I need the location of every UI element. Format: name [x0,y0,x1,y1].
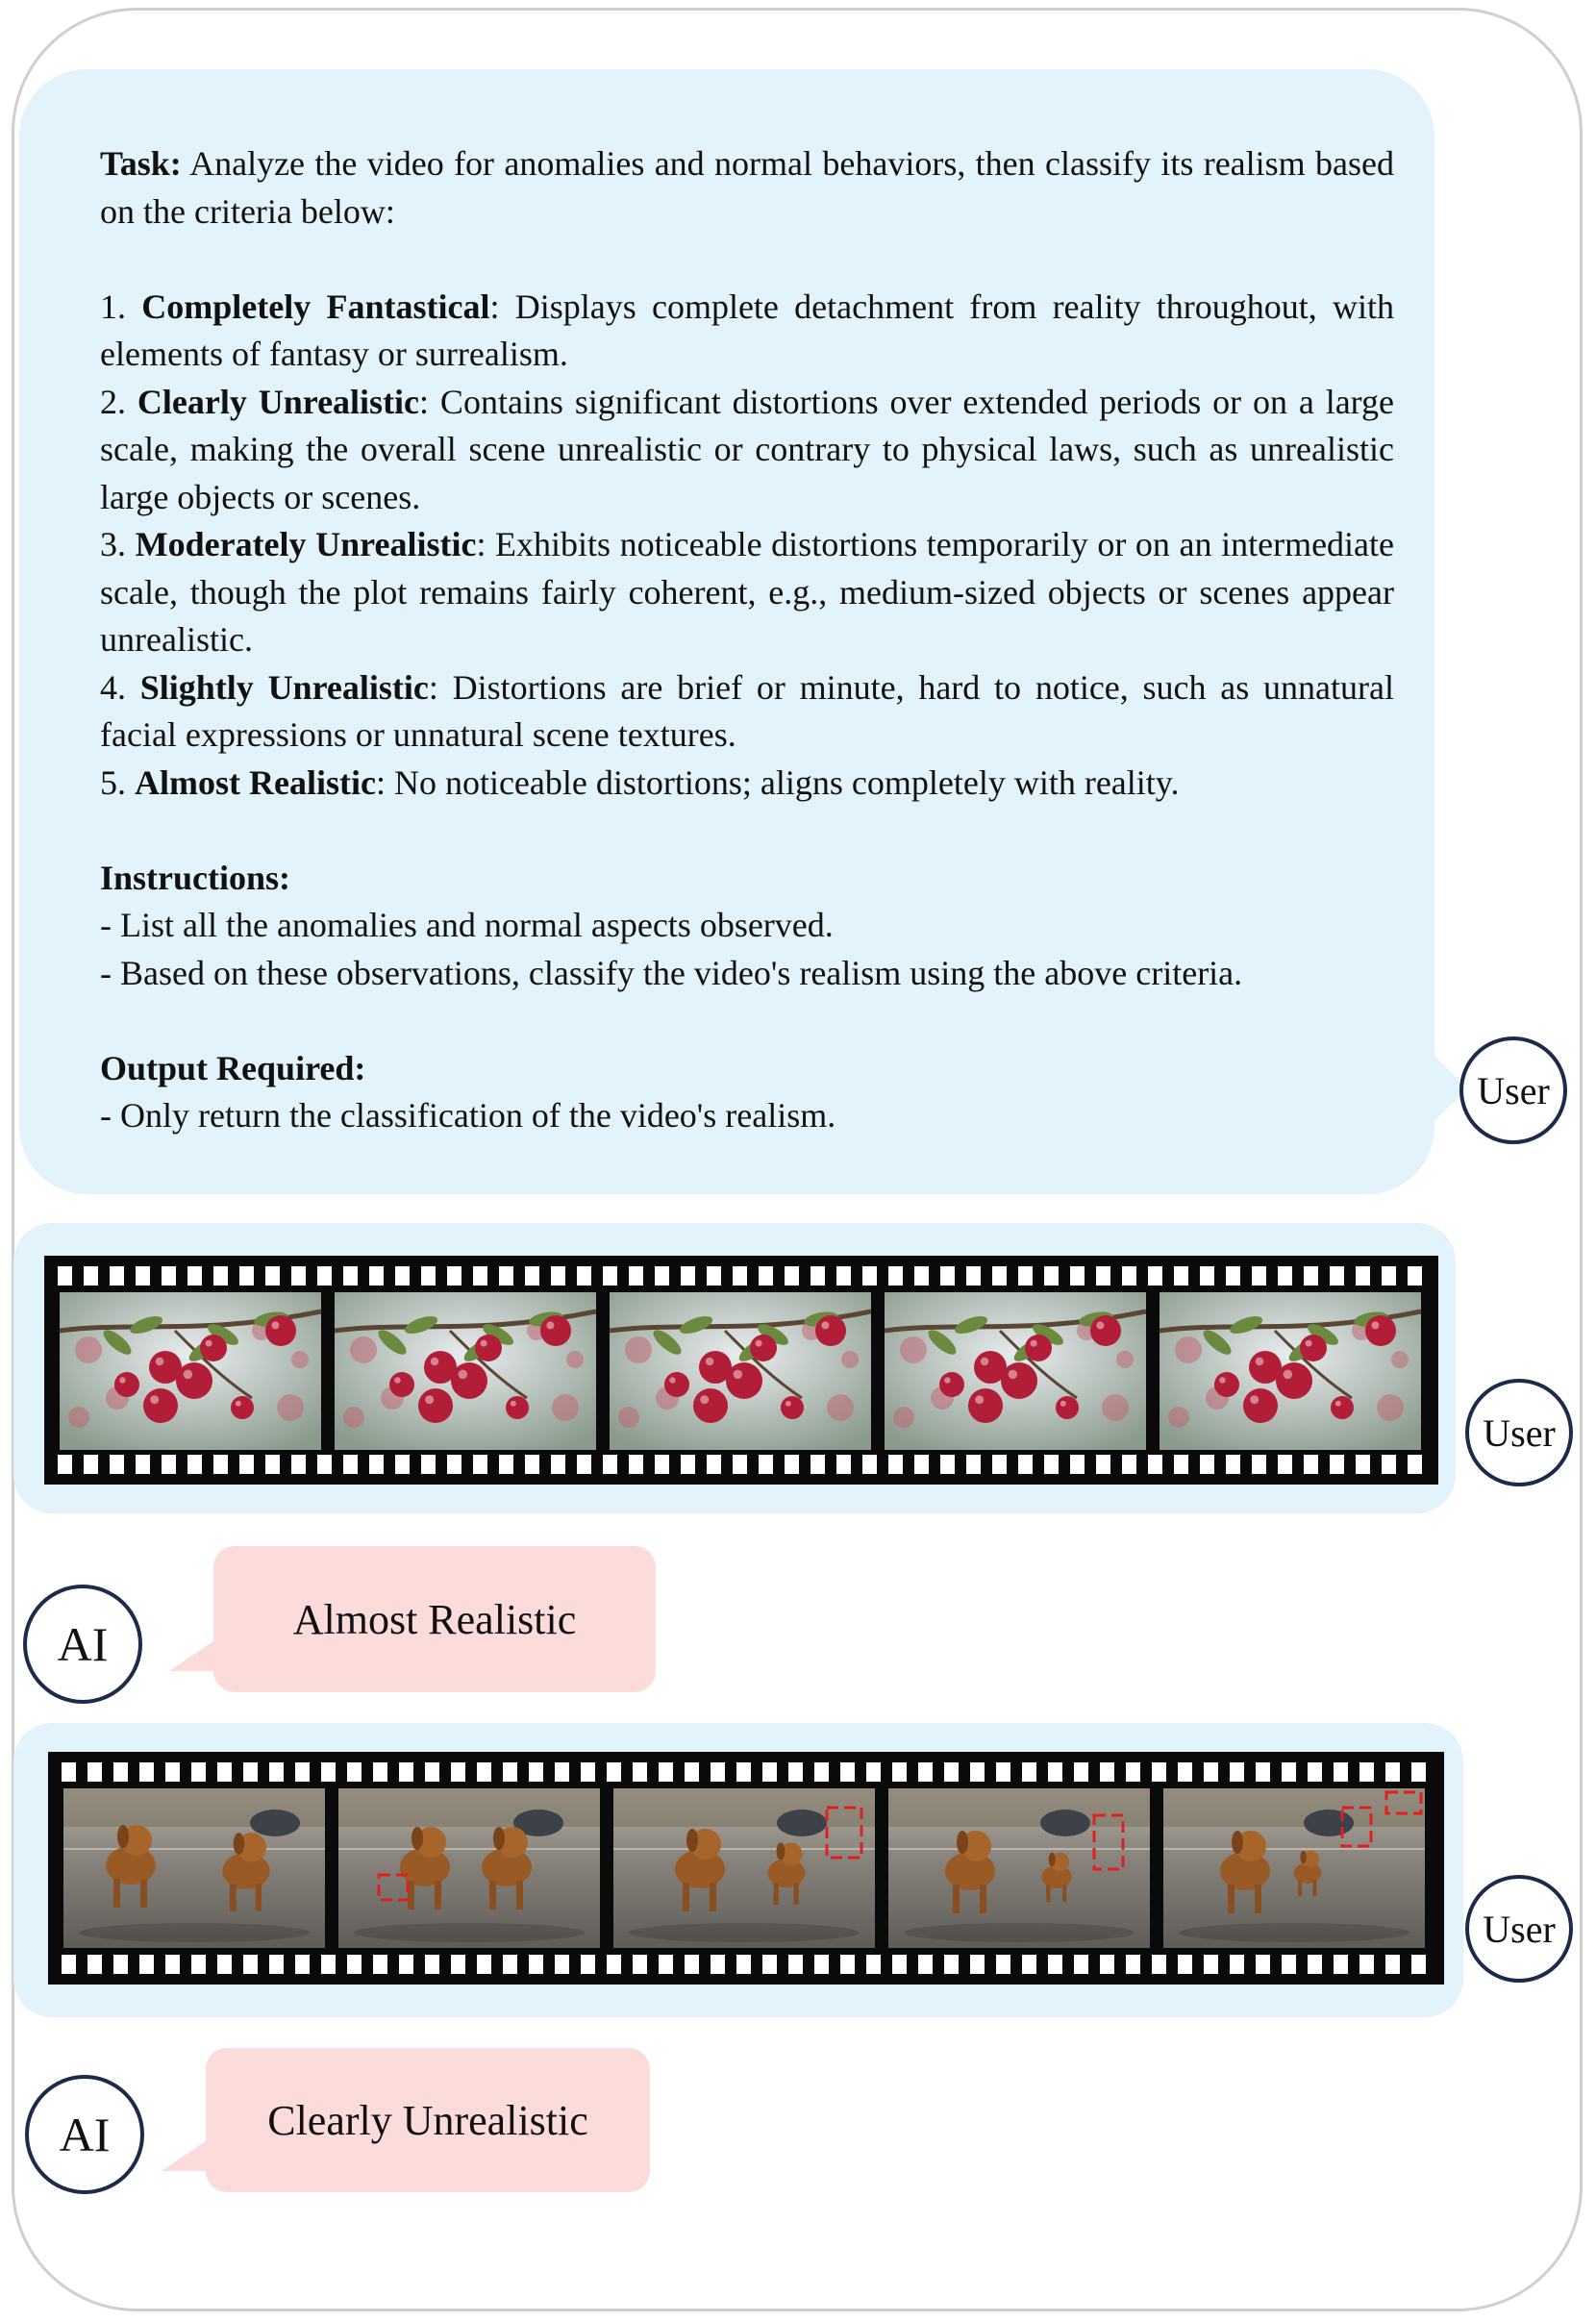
background-apple [1102,1394,1129,1421]
dog-ear [1300,1851,1307,1863]
apple-highlight [150,1395,159,1404]
criterion-number: 4. [100,667,140,707]
dog-ear [411,1827,423,1850]
shadow [904,1923,1135,1942]
car [1040,1810,1090,1836]
dog-leg [435,1881,441,1910]
road-line [1163,1848,1425,1850]
ai-avatar-label: AI [57,1617,109,1671]
apple-highlight [119,1377,126,1384]
background-apple [75,1336,102,1363]
user-avatar-label: User [1483,1411,1556,1455]
car [777,1810,827,1836]
user-avatar [1459,1036,1567,1144]
dog-ear [493,1827,505,1850]
dog-leg [230,1884,237,1911]
criterion-3 [100,521,1394,664]
user-avatar-label: User [1477,1068,1550,1112]
dog-leg [774,1884,779,1906]
apple [1276,1362,1312,1399]
user-avatar [1465,1875,1573,1983]
dog-leg [489,1881,496,1910]
apple [1243,1388,1278,1423]
criterion-desc: : No noticeable distortions; aligns completely with reality. [375,762,1180,802]
ai-avatar [23,1585,142,1704]
apple-highlight [236,1401,241,1407]
criterion-name: Completely Fantastical [141,287,490,326]
background-apple [1391,1351,1409,1368]
video-frame-apples [885,1292,1146,1450]
dog-ear [686,1829,698,1852]
video-frame-dogs [1163,1788,1425,1948]
criterion-name: Clearly Unrealistic [137,382,420,421]
apple [200,1335,227,1361]
apple-highlight [1031,1340,1037,1347]
video-frame-dogs [613,1788,875,1948]
instructions-label: Instructions: [100,858,291,897]
road-line [338,1848,600,1850]
prompt-text [100,140,1394,1140]
user-avatar-label: User [1483,1907,1556,1951]
video-frame-apples [335,1292,596,1450]
criterion-number: 1. [100,287,142,326]
video-frame-dogs [63,1788,325,1948]
apple [939,1372,964,1397]
video-frame-dogs [888,1788,1150,1948]
background-apple [350,1336,377,1363]
apple [265,1315,296,1346]
dog-leg [516,1881,523,1910]
video-frame-apples [1160,1292,1421,1450]
background-apple [841,1351,859,1368]
shadow [354,1923,585,1942]
task-label: Task: [100,144,182,183]
dog-ear [234,1833,244,1855]
dog-ear [1049,1853,1056,1866]
apple [781,1396,804,1419]
criterion-name: Moderately Unrealistic [135,525,477,563]
sprocket-holes-bottom [58,1455,1425,1474]
apple-highlight [1256,1358,1264,1366]
apple-highlight [184,1370,193,1380]
apple [231,1396,254,1419]
apple [750,1335,777,1361]
apple [143,1388,178,1423]
dog-leg [1298,1881,1302,1897]
background-apple [1116,1351,1134,1368]
ai-response-bubble [206,2048,650,2192]
background-apple [827,1394,854,1421]
apple [389,1372,414,1397]
criterion-number: 5. [100,762,135,802]
apple-highlight [1284,1370,1293,1380]
apple-highlight [1335,1401,1341,1407]
instructions-heading [100,855,1394,903]
apple [1056,1396,1079,1419]
apple-highlight [756,1340,762,1347]
dog-ear [957,1831,968,1854]
background-apple [291,1351,309,1368]
apple [114,1372,139,1397]
output-text: - Only return the classification of the video's realism. [100,1096,836,1135]
apple-highlight [944,1377,951,1384]
film-strip-apples [44,1256,1438,1485]
ai-avatar [25,2075,144,2194]
criterion-number: 2. [100,382,137,421]
background-apple [618,1407,639,1428]
dog-leg [256,1884,262,1911]
video-frame-dogs [338,1788,600,1948]
sprocket-holes-top [62,1762,1431,1782]
apple [1331,1396,1354,1419]
dog-leg [1046,1885,1050,1902]
apple-highlight [1009,1370,1018,1380]
apple-highlight [156,1358,164,1366]
apple-highlight [1219,1377,1226,1384]
criterion-2 [100,379,1394,522]
apple-highlight [1060,1401,1066,1407]
dog-leg [1062,1885,1066,1902]
apple-highlight [669,1377,676,1384]
apple [418,1388,453,1423]
dog-leg [1255,1885,1261,1913]
dog-ear [117,1825,129,1848]
apple [1365,1315,1396,1346]
apple [540,1315,571,1346]
background-apple [1168,1407,1189,1428]
film-strip-dogs [48,1752,1444,1985]
dog-ear [777,1843,786,1860]
sprocket-holes-top [58,1266,1425,1286]
background-apple [552,1394,579,1421]
apple-highlight [706,1358,714,1366]
apple-highlight [511,1401,516,1407]
criterion-desc: : Exhibits noticeable distortions temporarily or on an intermediate scale, though the plot remains fairly coherent, e.g., medium-sized objects or scenes appear unrealistic. [100,525,1395,659]
road-line [613,1848,875,1850]
user-avatar [1465,1379,1573,1486]
ai-response-text: Clearly Unrealistic [267,2096,588,2144]
apple-highlight [975,1395,984,1404]
apple-highlight [734,1370,743,1380]
ai-response-bubble [213,1546,656,1692]
dog-leg [794,1884,799,1906]
dog-leg [710,1883,716,1911]
background-apple [900,1336,927,1363]
background-apple [343,1407,364,1428]
car [250,1810,300,1836]
apple [475,1335,502,1361]
sprocket-holes-bottom [62,1955,1431,1974]
dog-leg [980,1885,986,1913]
road-line [63,1848,325,1850]
video-frame-apples [610,1292,871,1450]
apple [1300,1335,1327,1361]
background-apple [893,1407,914,1428]
apple [506,1396,529,1419]
apple [968,1388,1003,1423]
criterion-name: Almost Realistic [135,762,376,802]
apple-highlight [394,1377,401,1384]
dog-leg [1313,1881,1317,1897]
apple-highlight [459,1370,468,1380]
apple-highlight [786,1401,791,1407]
apple-highlight [206,1340,212,1347]
dog-leg [140,1879,147,1908]
criterion-desc: : Distortions are brief or minute, hard to notice, such as unnatural facial expressions or unnatural scene textures. [100,667,1394,754]
instruction-item: - Based on these observations, classify the video's realism using the above criteria. [100,953,1243,992]
buildings [888,1788,1150,1827]
ai-response-text: Almost Realistic [292,1595,577,1643]
background-apple [277,1394,304,1421]
criterion-desc: : Displays complete detachment from reality throughout, with elements of fantasy or surrealism. [100,287,1395,373]
background-apple [566,1351,584,1368]
task-text: Analyze the video for anomalies and normal behaviors, then classify its realism based on the criteria below: [100,144,1394,231]
apple-highlight [821,1321,829,1329]
apple-highlight [1096,1321,1104,1329]
apple-highlight [546,1321,554,1329]
apple [726,1362,762,1399]
task-paragraph [100,140,1394,236]
background-apple [625,1336,652,1363]
apple [1001,1362,1037,1399]
dog-leg [113,1879,120,1908]
apple-highlight [981,1358,989,1366]
criterion-5 [100,760,1394,808]
apple-highlight [431,1358,439,1366]
apple [693,1388,728,1423]
road-line [888,1848,1150,1850]
criterion-number: 3. [100,525,136,563]
apple [664,1372,689,1397]
video-frame-apples [60,1292,321,1450]
shadow [79,1923,310,1942]
ai-avatar-label: AI [59,2108,111,2161]
criterion-1 [100,284,1394,379]
output-label: Output Required: [100,1048,366,1087]
apple [451,1362,487,1399]
dog-leg [683,1883,689,1911]
background-apple [68,1407,89,1428]
criterion-name: Slightly Unrealistic [139,667,429,707]
criterion-desc: : Contains significant distortions over extended periods or on a large scale, making the overall scene unrealistic or contrary to physical laws, such as unrealistic large objects or scenes. [100,382,1394,516]
dog-leg [953,1885,960,1913]
dog-leg [1228,1885,1234,1913]
apple-highlight [425,1395,434,1404]
background-apple [1377,1394,1404,1421]
output-heading [100,1045,1394,1093]
dog-ear [1232,1831,1243,1854]
apple-highlight [481,1340,487,1347]
apple [815,1315,846,1346]
apple-highlight [1250,1395,1259,1404]
instruction-item: - List all the anomalies and normal aspects observed. [100,906,834,944]
apple [1090,1315,1121,1346]
shadow [1179,1923,1409,1942]
criterion-4 [100,664,1394,760]
car [1304,1810,1354,1836]
apple-highlight [1306,1340,1312,1347]
apple-highlight [1371,1321,1379,1329]
apple [176,1362,212,1399]
shadow [629,1923,860,1942]
apple [1214,1372,1239,1397]
apple-highlight [271,1321,279,1329]
apple-highlight [700,1395,709,1404]
background-apple [1175,1336,1202,1363]
apple [1025,1335,1052,1361]
